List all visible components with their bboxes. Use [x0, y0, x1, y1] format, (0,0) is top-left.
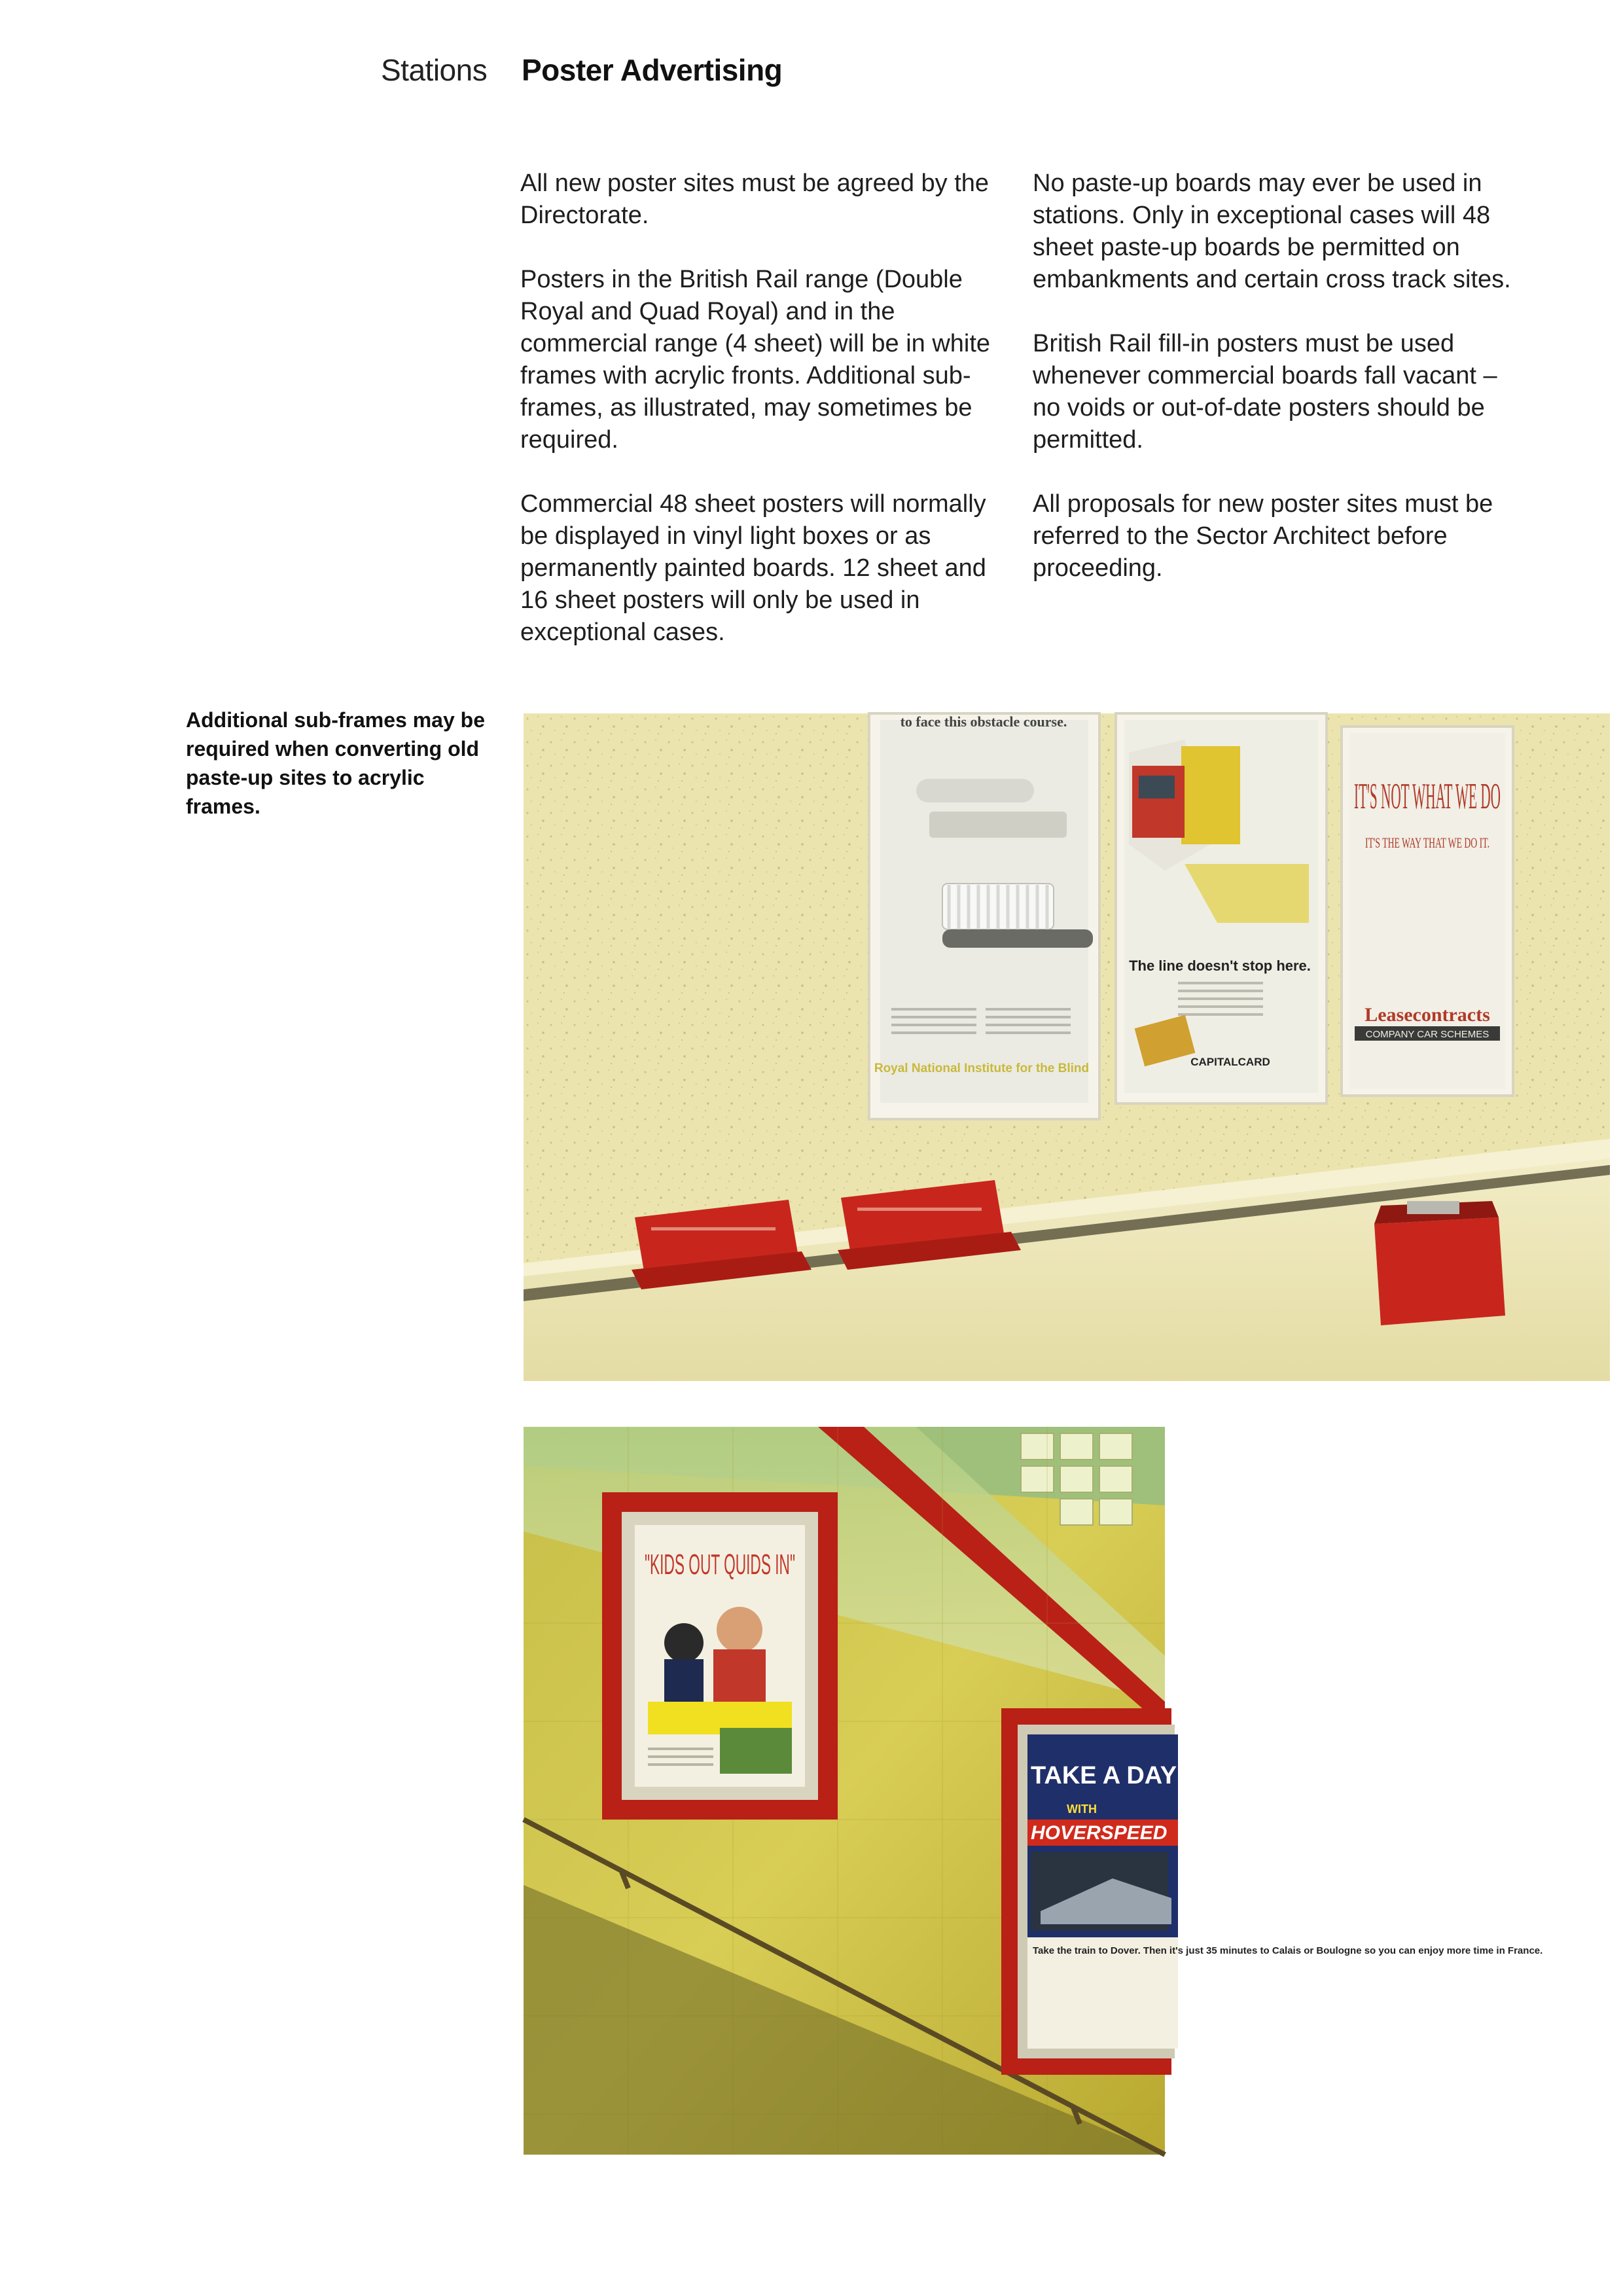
body-paragraph: All proposals for new poster sites must be referred to the Sector Architect before proceeding. [1033, 490, 1493, 582]
poster-lease-subline: IT'S THE WAY THAT WE DO IT. [1365, 834, 1489, 851]
poster-lease-headline: IT'S NOT WHAT WE DO [1354, 776, 1501, 817]
poster-capitalcard-tagline: The line doesn't stop here. [1129, 958, 1311, 974]
body-paragraph: No paste-up boards may ever be used in stations. Only in exceptional cases will 48 sheet paste-up boards be permitted on embankments and certain cross track sites. [1033, 170, 1511, 293]
poster-france-headline: TAKE A DAY TRIP TO FRANCE [1031, 1762, 1391, 1789]
poster-lease-brand: Leasecontracts [1364, 1004, 1490, 1026]
body-column-left [520, 168, 1018, 681]
poster-france-with: WITH [1067, 1803, 1097, 1816]
photo-caption: Additional sub-frames may be required when converting old paste-up sites to acrylic frames. [186, 708, 485, 818]
poster-kids-headline: "KIDS OUT QUIDS IN" [645, 1549, 795, 1581]
poster-lease-brand-sub: COMPANY CAR SCHEMES [1365, 1029, 1489, 1040]
body-paragraph: British Rail fill-in posters must be used whenever commercial boards fall vacant – no voids or out-of-date posters should be permitted. [1033, 330, 1497, 454]
poster-blind-footer: Royal National Institute for the Blind [874, 1062, 1090, 1075]
poster-blind-headline: to face this obstacle course. [900, 713, 1067, 730]
page-title: Poster Advertising [522, 53, 783, 87]
body-paragraph: Posters in the British Rail range (Double Royal and Quad Royal) and in the commercial range (4 sheet) will be in white frames with acrylic fronts. Additional sub-frames, as illustrated, may sometimes be required. [520, 266, 991, 454]
body-paragraph: Commercial 48 sheet posters will normally be displayed in vinyl light boxes or as permanently painted boards. 12 sheet and 16 sheet posters will only be used in exceptional cases. [520, 490, 986, 646]
body-column-right [1033, 168, 1530, 617]
body-paragraph: All new poster sites must be agreed by the Directorate. [520, 170, 990, 229]
poster-france-body: Take the train to Dover. Then it's just 35 minutes to Calais or Boulogne so you can enjoy more time in France. [1033, 1945, 1543, 1956]
poster-france-brand: HOVERSPEED [1031, 1822, 1168, 1844]
poster-capitalcard-brand: CAPITALCARD [1190, 1056, 1270, 1068]
staircase-photo [524, 1427, 1543, 2155]
section-label: Stations [381, 53, 488, 87]
platform-photo [524, 713, 1610, 1381]
